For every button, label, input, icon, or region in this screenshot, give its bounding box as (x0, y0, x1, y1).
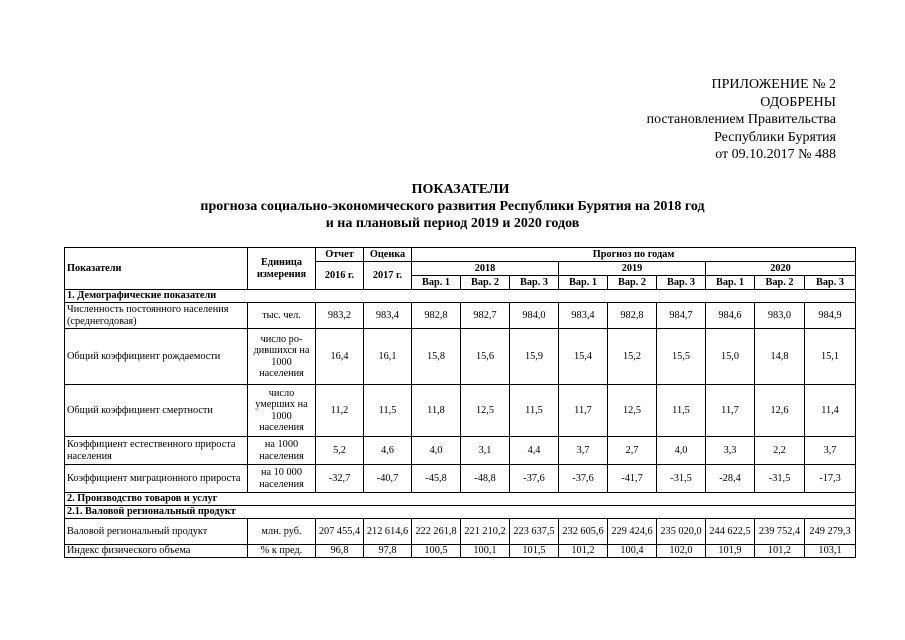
value-cell: 982,8 (412, 303, 461, 329)
value-cell: 102,0 (657, 545, 706, 558)
document-title (0, 181, 905, 232)
section-title: 1. Демографические показатели (65, 290, 856, 303)
unit-cell: % к пред. (248, 545, 316, 558)
table-row (65, 385, 856, 437)
value-cell: 11,2 (316, 385, 364, 437)
unit-cell: число умерших на 1000 населения (248, 385, 316, 437)
unit-cell: на 10 000 населения (248, 465, 316, 493)
value-cell: 11,7 (559, 385, 608, 437)
header-year-report: 2016 г. (316, 262, 364, 290)
header-variant: Вар. 3 (657, 276, 706, 290)
header-unit: Единица измерения (248, 248, 316, 290)
header-variant: Вар. 2 (461, 276, 510, 290)
value-cell: 100,5 (412, 545, 461, 558)
header-variant: Вар. 3 (510, 276, 559, 290)
table-row (65, 465, 856, 493)
value-cell: -48,8 (461, 465, 510, 493)
header-year-2020: 2020 (706, 262, 856, 276)
indicators-table (64, 247, 856, 558)
value-cell: 232 605,6 (559, 519, 608, 545)
section-row (65, 290, 856, 303)
title-line-1: ПОКАЗАТЕЛИ (411, 182, 510, 197)
header-indicators: Показатели (65, 248, 248, 290)
section-title: 2. Производство товаров и услуг (65, 493, 856, 506)
unit-cell: тыс. чел. (248, 303, 316, 329)
value-cell: 11,5 (510, 385, 559, 437)
table-row (65, 329, 856, 385)
table-row (65, 303, 856, 329)
value-cell: -32,7 (316, 465, 364, 493)
value-cell: 2,7 (608, 437, 657, 465)
header-year-estimate: 2017 г. (364, 262, 412, 290)
value-cell: 16,1 (364, 329, 412, 385)
approval-line: постановлением Правительства (646, 112, 836, 127)
approval-line: ОДОБРЕНЫ (760, 94, 836, 110)
approval-block (647, 76, 836, 164)
value-cell: -37,6 (510, 465, 559, 493)
unit-cell: на 1000 населения (248, 437, 316, 465)
value-cell: 244 622,5 (706, 519, 755, 545)
indicator-name: Коэффициент миграционного прироста (65, 465, 248, 493)
header-variant: Вар. 3 (805, 276, 856, 290)
value-cell: 239 752,4 (755, 519, 805, 545)
value-cell: 4,0 (657, 437, 706, 465)
value-cell: 97,8 (364, 545, 412, 558)
value-cell: 12,6 (755, 385, 805, 437)
value-cell: 221 210,2 (461, 519, 510, 545)
table-body (65, 290, 856, 558)
value-cell: 4,6 (364, 437, 412, 465)
header-variant: Вар. 2 (755, 276, 805, 290)
value-cell: 4,4 (510, 437, 559, 465)
header-report: Отчет (316, 248, 364, 262)
value-cell: 984,6 (706, 303, 755, 329)
value-cell: 3,1 (461, 437, 510, 465)
value-cell: 223 637,5 (510, 519, 559, 545)
section-row (65, 493, 856, 506)
indicator-name: Численность постоянного населения (среднегодовая) (65, 303, 248, 329)
value-cell: 100,4 (608, 545, 657, 558)
value-cell: 100,1 (461, 545, 510, 558)
value-cell: 11,5 (364, 385, 412, 437)
value-cell: 11,5 (657, 385, 706, 437)
section-row (65, 506, 856, 519)
value-cell: 222 261,8 (412, 519, 461, 545)
value-cell: 3,3 (706, 437, 755, 465)
header-variant: Вар. 1 (559, 276, 608, 290)
value-cell: -17,3 (805, 465, 856, 493)
indicator-name: Коэффициент естественного прироста населения (65, 437, 248, 465)
table-row (65, 545, 856, 558)
value-cell: 207 455,4 (316, 519, 364, 545)
value-cell: 12,5 (461, 385, 510, 437)
header-variant: Вар. 1 (706, 276, 755, 290)
indicator-name: Индекс физического объема (65, 545, 248, 558)
value-cell: 3,7 (559, 437, 608, 465)
value-cell: 982,7 (461, 303, 510, 329)
value-cell: 2,2 (755, 437, 805, 465)
value-cell: 4,0 (412, 437, 461, 465)
value-cell: 212 614,6 (364, 519, 412, 545)
approval-line: от 09.10.2017 № 488 (715, 147, 836, 162)
title-line-3: и на плановый период 2019 и 2020 годов (325, 216, 580, 231)
value-cell: 15,5 (657, 329, 706, 385)
value-cell: 16,4 (316, 329, 364, 385)
indicator-name: Общий коэффициент рождаемости (65, 329, 248, 385)
value-cell: 984,9 (805, 303, 856, 329)
table-row (65, 519, 856, 545)
table-row (65, 437, 856, 465)
value-cell: 15,4 (559, 329, 608, 385)
value-cell: 15,6 (461, 329, 510, 385)
value-cell: -41,7 (608, 465, 657, 493)
value-cell: 229 424,6 (608, 519, 657, 545)
value-cell: 15,0 (706, 329, 755, 385)
value-cell: -40,7 (364, 465, 412, 493)
value-cell: 15,8 (412, 329, 461, 385)
value-cell: 11,8 (412, 385, 461, 437)
value-cell: -37,6 (559, 465, 608, 493)
value-cell: 5,2 (316, 437, 364, 465)
value-cell: 11,4 (805, 385, 856, 437)
value-cell: 15,1 (805, 329, 856, 385)
value-cell: 983,4 (559, 303, 608, 329)
header-variant: Вар. 2 (608, 276, 657, 290)
header-variant: Вар. 1 (412, 276, 461, 290)
approval-line: Республики Бурятия (714, 129, 836, 145)
value-cell: 249 279,3 (805, 519, 856, 545)
value-cell: 982,8 (608, 303, 657, 329)
value-cell: 15,9 (510, 329, 559, 385)
unit-cell: число ро-дившихся на 1000 населения (248, 329, 316, 385)
value-cell: 984,7 (657, 303, 706, 329)
value-cell: 101,2 (559, 545, 608, 558)
title-line-2: прогноза социально-экономического развития Республики Бурятия на 2018 год (200, 199, 705, 214)
header-year-2018: 2018 (412, 262, 559, 276)
indicator-name: Общий коэффициент смертности (65, 385, 248, 437)
value-cell: 984,0 (510, 303, 559, 329)
value-cell: -28,4 (706, 465, 755, 493)
value-cell: -31,5 (755, 465, 805, 493)
value-cell: -45,8 (412, 465, 461, 493)
header-year-2019: 2019 (559, 262, 706, 276)
value-cell: 101,5 (510, 545, 559, 558)
value-cell: 3,7 (805, 437, 856, 465)
value-cell: 101,2 (755, 545, 805, 558)
value-cell: 983,4 (364, 303, 412, 329)
value-cell: 11,7 (706, 385, 755, 437)
value-cell: 96,8 (316, 545, 364, 558)
value-cell: 983,0 (755, 303, 805, 329)
value-cell: 235 020,0 (657, 519, 706, 545)
header-estimate: Оценка (364, 248, 412, 262)
header-forecast: Прогноз по годам (412, 248, 856, 262)
value-cell: 983,2 (316, 303, 364, 329)
unit-cell: млн. руб. (248, 519, 316, 545)
indicator-name: Валовой региональный продукт (65, 519, 248, 545)
value-cell: 12,5 (608, 385, 657, 437)
section-title: 2.1. Валовой региональный продукт (65, 506, 856, 519)
value-cell: 101,9 (706, 545, 755, 558)
value-cell: 103,1 (805, 545, 856, 558)
value-cell: -31,5 (657, 465, 706, 493)
value-cell: 15,2 (608, 329, 657, 385)
value-cell: 14,8 (755, 329, 805, 385)
approval-line: ПРИЛОЖЕНИЕ № 2 (711, 77, 836, 92)
